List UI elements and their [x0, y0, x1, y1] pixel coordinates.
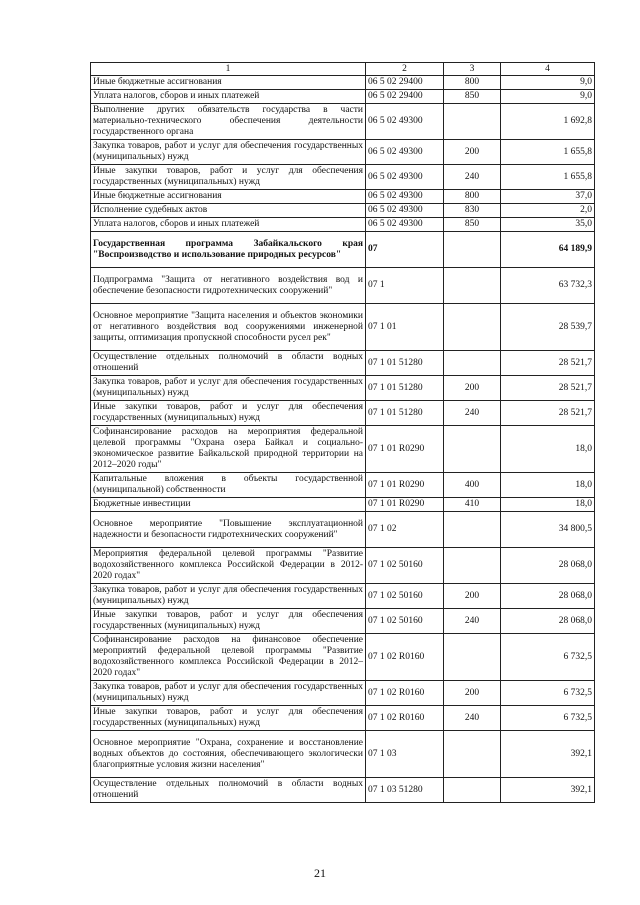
cell-target-code: 06 5 02 49300 — [366, 104, 444, 140]
cell-name: Иные закупки товаров, работ и услуг для обеспечения государственных (муниципальных) нужд — [91, 706, 366, 731]
cell-target-code: 07 1 02 R0160 — [366, 681, 444, 706]
cell-name: Уплата налогов, сборов и иных платежей — [91, 218, 366, 232]
table-row — [91, 706, 595, 731]
table-row — [91, 512, 595, 548]
table-row — [91, 165, 595, 190]
cell-name: Закупка товаров, работ и услуг для обеспечения государственных (муниципальных) нужд — [91, 681, 366, 706]
cell-name: Выполнение других обязательств государства в части материально-технического обеспечения деятельности государственного органа — [91, 104, 366, 140]
table-row — [91, 190, 595, 204]
cell-name: Осуществление отдельных полномочий в области водных отношений — [91, 778, 366, 803]
page-number: 21 — [314, 866, 326, 880]
cell-sum: 6 732,5 — [501, 706, 595, 731]
table-row — [91, 473, 595, 498]
cell-target-code: 07 1 01 R0290 — [366, 498, 444, 512]
table-row — [91, 218, 595, 232]
cell-name: Иные закупки товаров, работ и услуг для обеспечения государственных (муниципальных) нужд — [91, 165, 366, 190]
cell-expense-type: 240 — [444, 165, 501, 190]
table-row — [91, 140, 595, 165]
table-row — [91, 426, 595, 473]
cell-sum: 9,0 — [501, 76, 595, 90]
cell-sum: 6 732,5 — [501, 681, 595, 706]
table-row — [91, 584, 595, 609]
cell-sum: 28 521,7 — [501, 401, 595, 426]
table-row — [91, 681, 595, 706]
cell-expense-type: 800 — [444, 76, 501, 90]
table-row — [91, 304, 595, 351]
cell-target-code: 07 1 01 51280 — [366, 351, 444, 376]
cell-target-code: 07 — [366, 232, 444, 268]
cell-expense-type — [444, 351, 501, 376]
table-row — [91, 376, 595, 401]
cell-name: Иные закупки товаров, работ и услуг для обеспечения государственных (муниципальных) нужд — [91, 609, 366, 634]
cell-expense-type — [444, 104, 501, 140]
table-row — [91, 268, 595, 304]
cell-expense-type — [444, 548, 501, 584]
cell-target-code: 07 1 01 — [366, 304, 444, 351]
cell-sum: 35,0 — [501, 218, 595, 232]
table-row — [91, 204, 595, 218]
cell-target-code: 07 1 01 R0290 — [366, 426, 444, 473]
cell-name: Бюджетные инвестиции — [91, 498, 366, 512]
cell-sum: 9,0 — [501, 90, 595, 104]
cell-sum: 18,0 — [501, 473, 595, 498]
cell-name: Закупка товаров, работ и услуг для обеспечения государственных (муниципальных) нужд — [91, 376, 366, 401]
cell-expense-type: 850 — [444, 218, 501, 232]
cell-expense-type — [444, 268, 501, 304]
cell-expense-type — [444, 731, 501, 778]
table-row — [91, 548, 595, 584]
cell-sum: 34 800,5 — [501, 512, 595, 548]
table-row — [91, 351, 595, 376]
cell-expense-type: 200 — [444, 584, 501, 609]
cell-name: Капитальные вложения в объекты государственной (муниципальной) собственности — [91, 473, 366, 498]
cell-name: Исполнение судебных актов — [91, 204, 366, 218]
table-row — [91, 778, 595, 803]
cell-expense-type: 410 — [444, 498, 501, 512]
cell-expense-type — [444, 426, 501, 473]
cell-target-code: 07 1 02 — [366, 512, 444, 548]
cell-expense-type — [444, 232, 501, 268]
cell-target-code: 07 1 01 R0290 — [366, 473, 444, 498]
cell-sum: 28 068,0 — [501, 609, 595, 634]
cell-target-code: 07 1 03 51280 — [366, 778, 444, 803]
table-row — [91, 104, 595, 140]
cell-target-code: 07 1 02 50160 — [366, 609, 444, 634]
header-row — [91, 63, 595, 76]
cell-name: Основное мероприятие "Охрана, сохранение и восстановление водных объектов до состояния, обеспечивающего экологически благоприятные условия жизни населения" — [91, 731, 366, 778]
cell-expense-type: 200 — [444, 681, 501, 706]
cell-target-code: 07 1 01 51280 — [366, 401, 444, 426]
header-cell-expense-type: 3 — [444, 63, 501, 76]
cell-sum: 28 521,7 — [501, 351, 595, 376]
header-cell-name: 1 — [91, 63, 366, 76]
cell-expense-type: 240 — [444, 401, 501, 426]
table-row — [91, 76, 595, 90]
cell-expense-type: 200 — [444, 376, 501, 401]
cell-target-code: 07 1 02 50160 — [366, 548, 444, 584]
table-row — [91, 731, 595, 778]
cell-sum: 1 655,8 — [501, 140, 595, 165]
cell-target-code: 07 1 02 50160 — [366, 584, 444, 609]
cell-target-code: 07 1 — [366, 268, 444, 304]
cell-expense-type — [444, 778, 501, 803]
cell-expense-type — [444, 634, 501, 681]
cell-sum: 2,0 — [501, 204, 595, 218]
cell-target-code: 06 5 02 29400 — [366, 90, 444, 104]
cell-sum: 6 732,5 — [501, 634, 595, 681]
cell-expense-type: 240 — [444, 609, 501, 634]
cell-target-code: 06 5 02 49300 — [366, 204, 444, 218]
cell-expense-type: 200 — [444, 140, 501, 165]
cell-target-code: 07 1 02 R0160 — [366, 634, 444, 681]
cell-name: Основное мероприятие "Повышение эксплуатационной надежности и безопасности гидротехнических сооружений" — [91, 512, 366, 548]
cell-target-code: 07 1 01 51280 — [366, 376, 444, 401]
cell-target-code: 06 5 02 49300 — [366, 218, 444, 232]
cell-expense-type — [444, 512, 501, 548]
cell-target-code: 06 5 02 49300 — [366, 165, 444, 190]
cell-name: Уплата налогов, сборов и иных платежей — [91, 90, 366, 104]
cell-name: Закупка товаров, работ и услуг для обеспечения государственных (муниципальных) нужд — [91, 584, 366, 609]
header-cell-sum: 4 — [501, 63, 595, 76]
cell-target-code: 07 1 03 — [366, 731, 444, 778]
cell-sum: 28 068,0 — [501, 584, 595, 609]
cell-name: Подпрограмма "Защита от негативного воздействия вод и обеспечение безопасности гидротехнических сооружений" — [91, 268, 366, 304]
cell-sum: 18,0 — [501, 426, 595, 473]
cell-name: Иные бюджетные ассигнования — [91, 76, 366, 90]
cell-sum: 18,0 — [501, 498, 595, 512]
cell-sum: 1 692,8 — [501, 104, 595, 140]
table-row — [91, 634, 595, 681]
cell-sum: 64 189,9 — [501, 232, 595, 268]
cell-expense-type: 830 — [444, 204, 501, 218]
cell-sum: 28 068,0 — [501, 548, 595, 584]
cell-expense-type: 850 — [444, 90, 501, 104]
cell-name: Софинансирование расходов на мероприятия федеральной целевой программы "Охрана озера Байкал и социально-экономическое развитие Байкальской природной территории на 2012–2020 годы" — [91, 426, 366, 473]
cell-sum: 63 732,3 — [501, 268, 595, 304]
cell-name: Мероприятия федеральной целевой программы "Развитие водохозяйственного комплекса Российской Федерации в 2012-2020 годах" — [91, 548, 366, 584]
cell-name: Основное мероприятие "Защита населения и объектов экономики от негативного воздействия вод сооружениями инженерной защиты, оптимизация пропускной способности русел рек" — [91, 304, 366, 351]
table-row — [91, 609, 595, 634]
cell-expense-type: 240 — [444, 706, 501, 731]
cell-sum: 1 655,8 — [501, 165, 595, 190]
cell-name: Иные закупки товаров, работ и услуг для обеспечения государственных (муниципальных) нужд — [91, 401, 366, 426]
cell-expense-type: 800 — [444, 190, 501, 204]
cell-name: Иные бюджетные ассигнования — [91, 190, 366, 204]
table-body — [91, 76, 595, 803]
table-row — [91, 498, 595, 512]
cell-name: Софинансирование расходов на финансовое обеспечение мероприятий федеральной целевой программы "Развитие водохозяйственного комплекса Российской Федерации в 2012–2020 годах" — [91, 634, 366, 681]
cell-sum: 37,0 — [501, 190, 595, 204]
cell-expense-type: 400 — [444, 473, 501, 498]
table-row — [91, 232, 595, 268]
table-row — [91, 90, 595, 104]
cell-sum: 28 539,7 — [501, 304, 595, 351]
header-cell-code: 2 — [366, 63, 444, 76]
cell-expense-type — [444, 304, 501, 351]
cell-sum: 28 521,7 — [501, 376, 595, 401]
table-row — [91, 401, 595, 426]
budget-table — [90, 62, 595, 803]
cell-name: Государственная программа Забайкальского края "Воспроизводство и использование природных ресурсов" — [91, 232, 366, 268]
cell-name: Закупка товаров, работ и услуг для обеспечения государственных (муниципальных) нужд — [91, 140, 366, 165]
cell-name: Осуществление отдельных полномочий в области водных отношений — [91, 351, 366, 376]
cell-target-code: 06 5 02 49300 — [366, 190, 444, 204]
cell-sum: 392,1 — [501, 778, 595, 803]
cell-target-code: 07 1 02 R0160 — [366, 706, 444, 731]
cell-target-code: 06 5 02 29400 — [366, 76, 444, 90]
cell-target-code: 06 5 02 49300 — [366, 140, 444, 165]
cell-sum: 392,1 — [501, 731, 595, 778]
